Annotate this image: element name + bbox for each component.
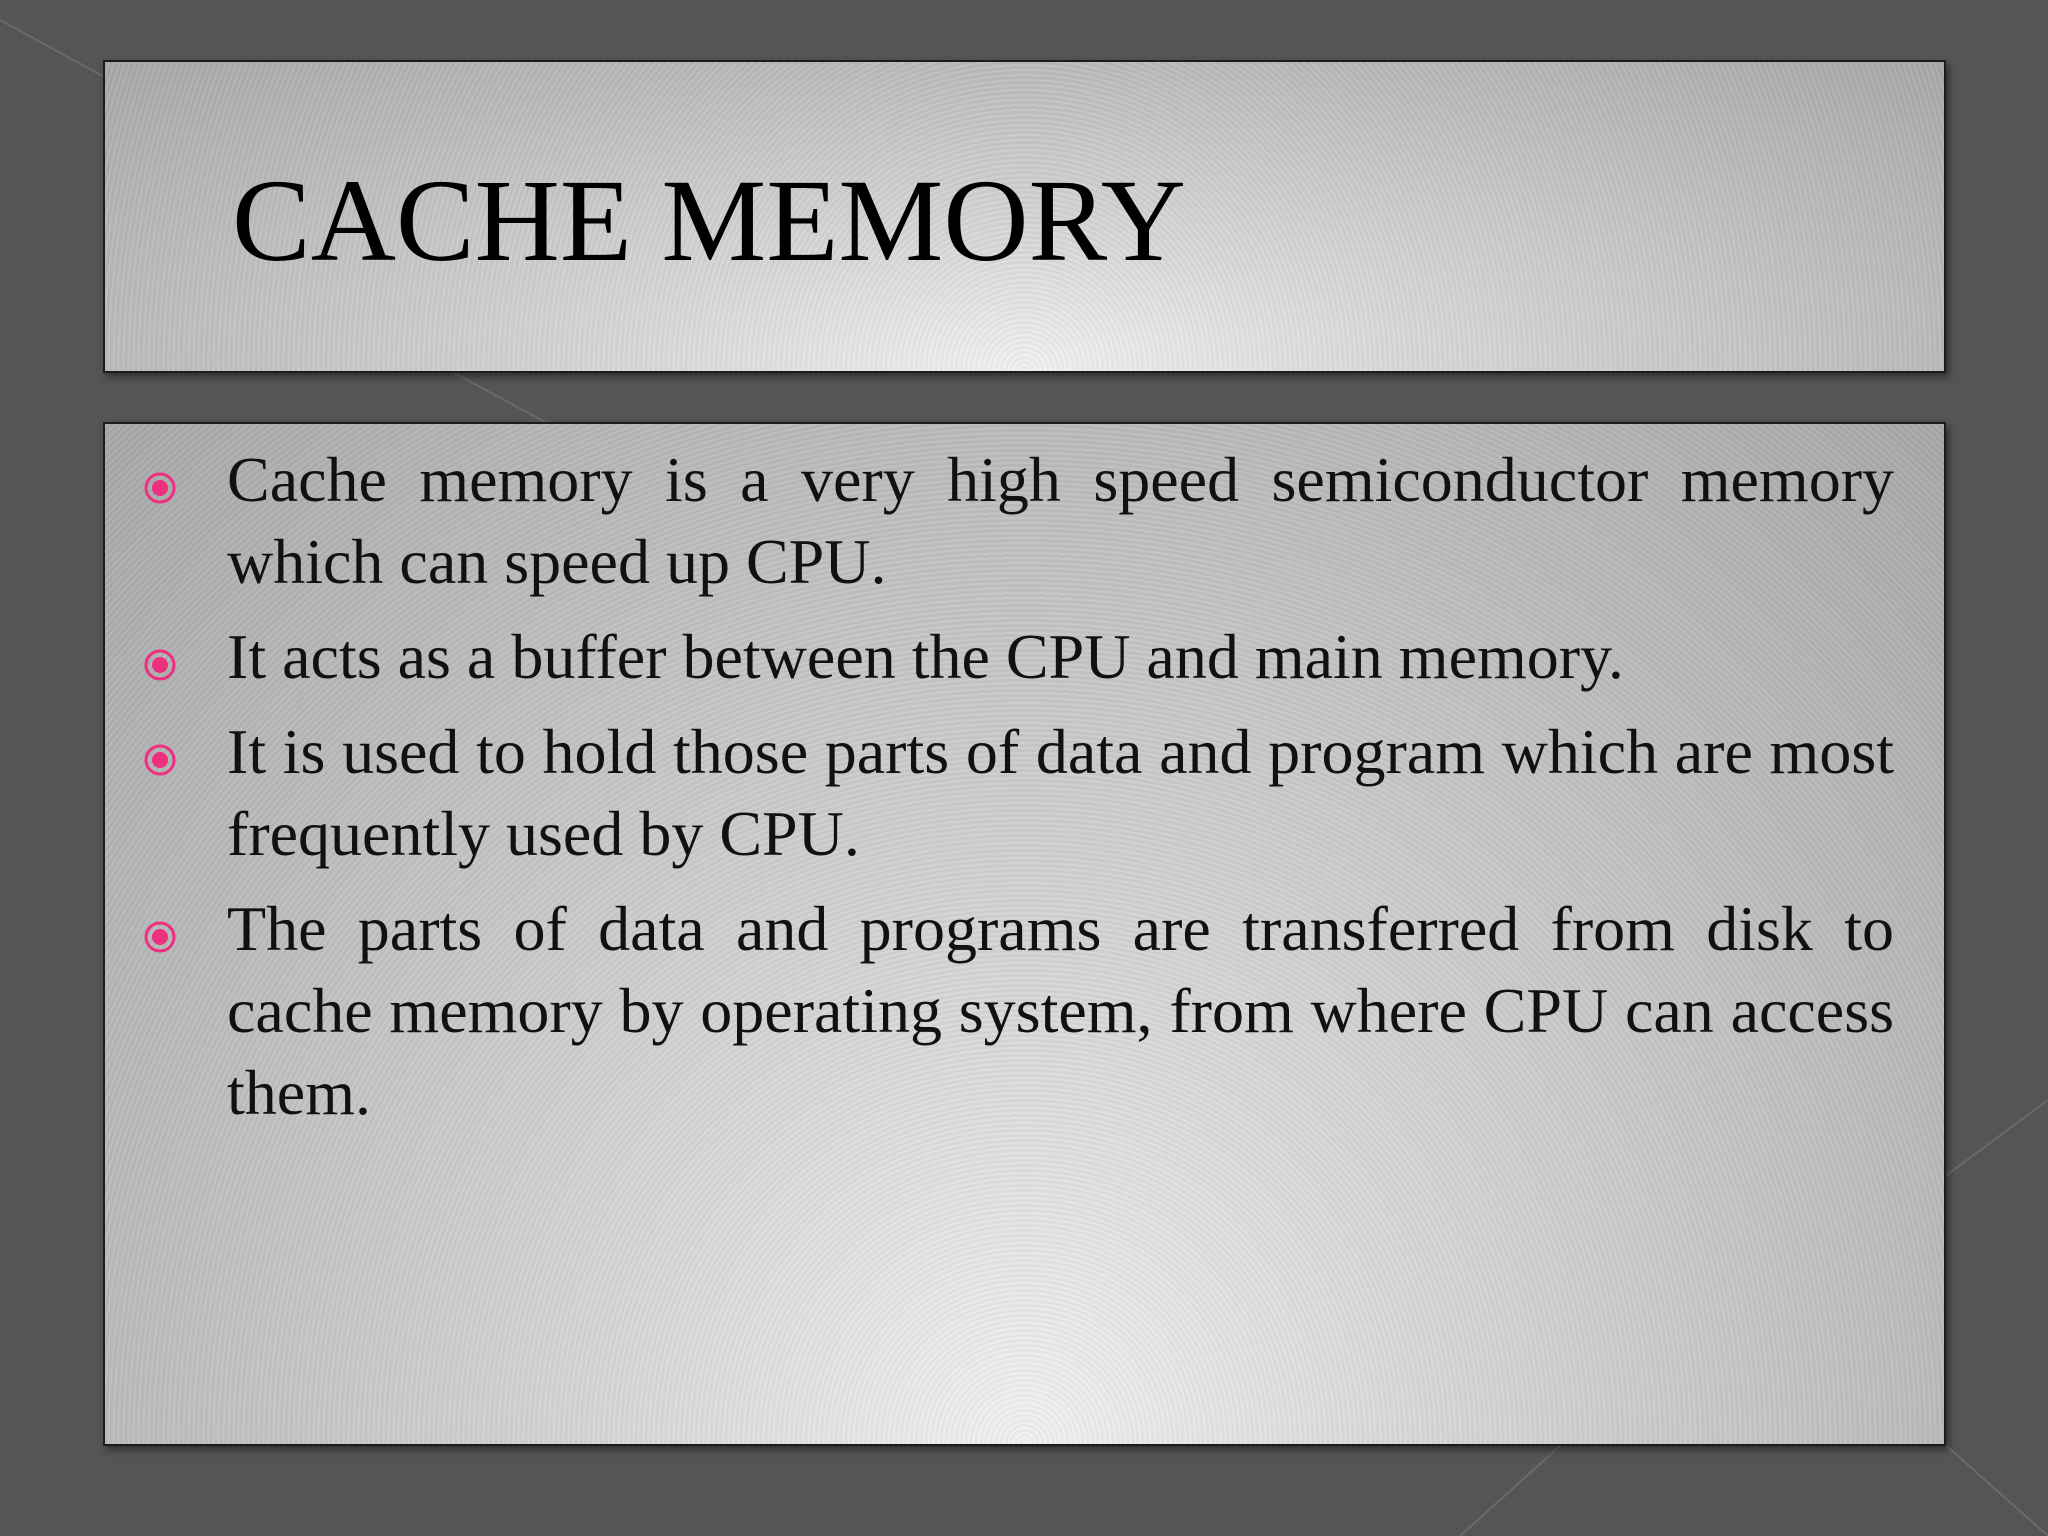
bullet-text: It acts as a buffer between the CPU and main memory. <box>227 621 1624 692</box>
bullet-item <box>139 711 1894 875</box>
target-bullet-icon <box>143 648 177 682</box>
bullet-text: It is used to hold those parts of data and program which are most frequently used by CPU. <box>227 716 1894 869</box>
target-bullet-icon <box>143 743 177 777</box>
target-bullet-icon <box>143 920 177 954</box>
slide-title: CACHE MEMORY <box>232 155 1186 286</box>
content-panel <box>103 422 1946 1446</box>
bullet-text: Cache memory is a very high speed semiconductor memory which can speed up CPU. <box>227 444 1894 597</box>
target-bullet-icon <box>143 471 177 505</box>
bullet-item <box>139 439 1894 603</box>
bullet-item <box>139 888 1894 1134</box>
bullet-text: The parts of data and programs are transferred from disk to cache memory by operating system, from where CPU can access them. <box>227 893 1894 1128</box>
bullet-list <box>139 439 1894 1147</box>
title-panel <box>103 60 1946 373</box>
bullet-item <box>139 616 1894 698</box>
